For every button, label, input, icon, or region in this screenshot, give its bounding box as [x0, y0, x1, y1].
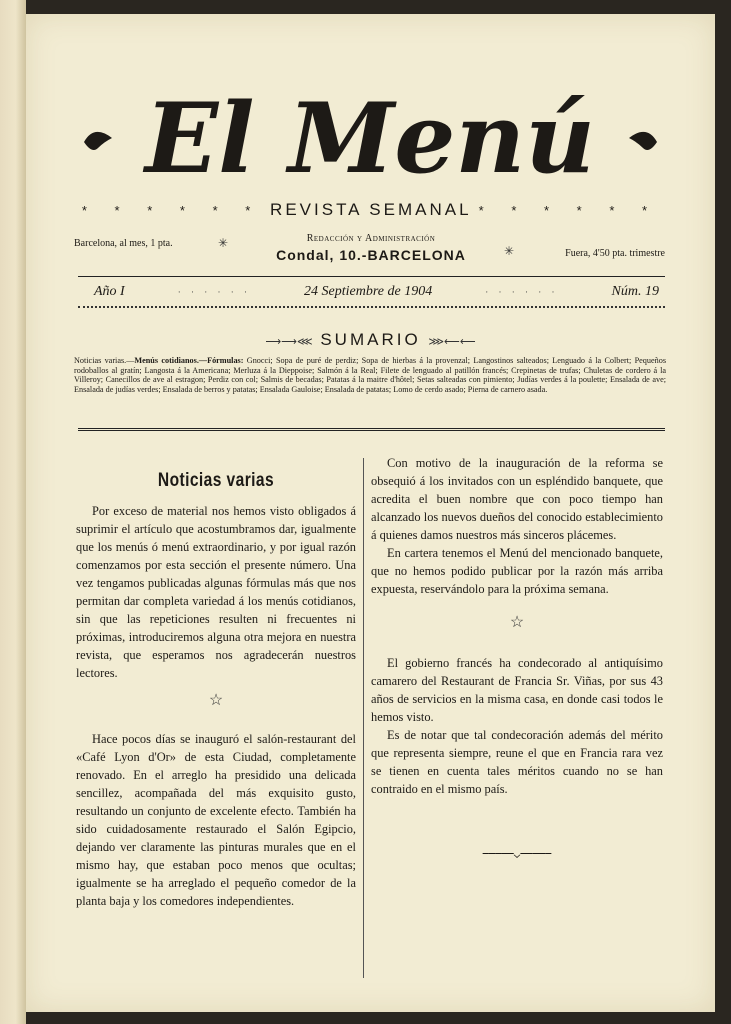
asterisk-ornament-icon: ✳ — [504, 244, 515, 258]
sumario-deco-left: ⟶⟶⋘ — [265, 336, 313, 348]
issue-number: Núm. 19 — [611, 284, 659, 299]
column-left — [76, 454, 356, 910]
sumario-lead: Noticias varias.— — [74, 356, 135, 365]
binding-edge — [0, 0, 26, 1024]
asterisk-ornament-icon: ✳ — [218, 236, 229, 250]
closing-ornament-icon: ⎯⎯⎯⎯⎯⌄⎯⎯⎯⎯⎯ — [482, 846, 552, 860]
sumario-title: SUMARIO — [320, 330, 421, 349]
dots-left: · · · · · · — [177, 287, 251, 297]
year: Año I — [94, 284, 125, 299]
masthead-title-art — [26, 54, 715, 204]
sumario-body — [74, 356, 666, 394]
sumario-text: Gnocci; Sopa de puré de perdiz; Sopa de hierbas á la provenzal; Langostinos salteados; Lenguado á la Colbert; Pequeños rodoballos al gratín; Langosta á la Americana; Merluza á la Dieppoise; Salmón á la Real; Filete de lenguado al patillón francés; Crepinetas de trufas; Chuletas de cordero á la Villeroy; Canecillos de ave al estragon; Perdiz con col; Salmis de becadas; Patatas á la maitre d'hôtel; Setas salteadas con pimiento; Judías verdes á la poulette; Ensalada de ave; Ensalada de judías verdes; Ensalada de berros y patatas; Ensalada Gauloise; Ensalada de patatas; Lomo de cerdo asado; Pierna de carnero asada. — [74, 356, 666, 394]
dotted-divider — [78, 306, 665, 308]
subscription-local: Barcelona, al mes, 1 pta. — [74, 238, 173, 249]
sumario-deco-right: ⋙⟵⟵ — [428, 336, 476, 348]
paragraph: En cartera tenemos el Menú del mencionado banquete, que no hemos podido publicar por la razón más arriba expuesta, reservándolo para la próxima semana. — [371, 546, 663, 596]
issue-date: 24 Septiembre de 1904 — [304, 284, 433, 299]
sumario-menus-label: Menús cotidianos.—Fórmulas: — [134, 356, 244, 365]
subtitle-line — [26, 200, 715, 220]
double-divider — [78, 428, 665, 431]
subscription-abroad: Fuera, 4'50 pta. trimestre — [565, 248, 665, 259]
paragraph: Con motivo de la inauguración de la reforma se obsequió á los invitados con un espléndido banquete, que acredita el buen nombre que con poco tiempo han alcanzado los nuevos dueños del conocido establecimiento á quienes damos nuestros más sinceros plácemes. — [371, 456, 663, 542]
admin-block — [256, 233, 486, 263]
stars-left: * * * * * * — [81, 203, 263, 218]
dots-right: · · · · · · — [485, 287, 559, 297]
left-leaf-ornament-icon — [84, 132, 112, 150]
star-ornament-icon: ☆ — [208, 692, 224, 709]
divider — [78, 276, 665, 277]
dateline — [94, 284, 659, 300]
subtitle: REVISTA SEMANAL — [270, 200, 471, 219]
stars-right: * * * * * * — [478, 203, 660, 218]
admin-label: Redacción y Administración — [306, 233, 436, 244]
paragraph: Es de notar que tal condecoración además del mérito que representa siempre, reune el que en Francia rara vez se tienen en cuenta tales méritos cuando no se han contraido en el mismo país. — [371, 728, 663, 796]
paragraph: Por exceso de material nos hemos visto obligados á suprimir el artículo que acostumbramos dar, igualmente que los menús ó menú extraordinario, y por igual razón comenzamos por esta sección el presente número. Una vez tengamos publicadas algunas fórmulas más que nos permitan dar completa variedad á los menús cotidianos, sin que las repeticiones resulten ni frecuentes ni próximas, introduciremos alguna otra mejora en nuestra revista, que esperamos nos agradecerán nuestros lectores. — [76, 504, 356, 680]
paragraph: El gobierno francés ha condecorado al antiquísimo camarero del Restaurant de Francia Sr. Viñas, por sus 43 años de servicios en la misma casa, en donde casi todos le hemos visto. — [371, 656, 663, 724]
paragraph: Hace pocos días se inauguró el salón-restaurant del «Café Lyon d'Or» de esta Ciudad, completamente renovado. En el arreglo ha presidido una delicada sencillez, acompañada del más exquisito gusto, resultando un conjunto de excelente efecto. También ha sido cuidadosamente restaurado el Salón Egipcio, dejando ver claramente las pinturas murales que en el mismo hay, que estaban poco menos que ocultas; igualmente se ha arreglado el pequeño comedor de la planta baja y los comedores independientes. — [76, 732, 356, 908]
sumario-heading — [26, 330, 715, 350]
column-right — [371, 454, 663, 862]
article-heading: Noticias varias — [157, 470, 275, 491]
right-leaf-ornament-icon — [629, 132, 657, 150]
masthead — [26, 54, 715, 204]
star-ornament-icon: ☆ — [509, 614, 525, 631]
newspaper-page — [26, 14, 715, 1012]
column-rule — [363, 458, 364, 978]
masthead-title: El Menú — [145, 82, 595, 195]
address: Condal, 10.-BARCELONA — [276, 247, 466, 263]
